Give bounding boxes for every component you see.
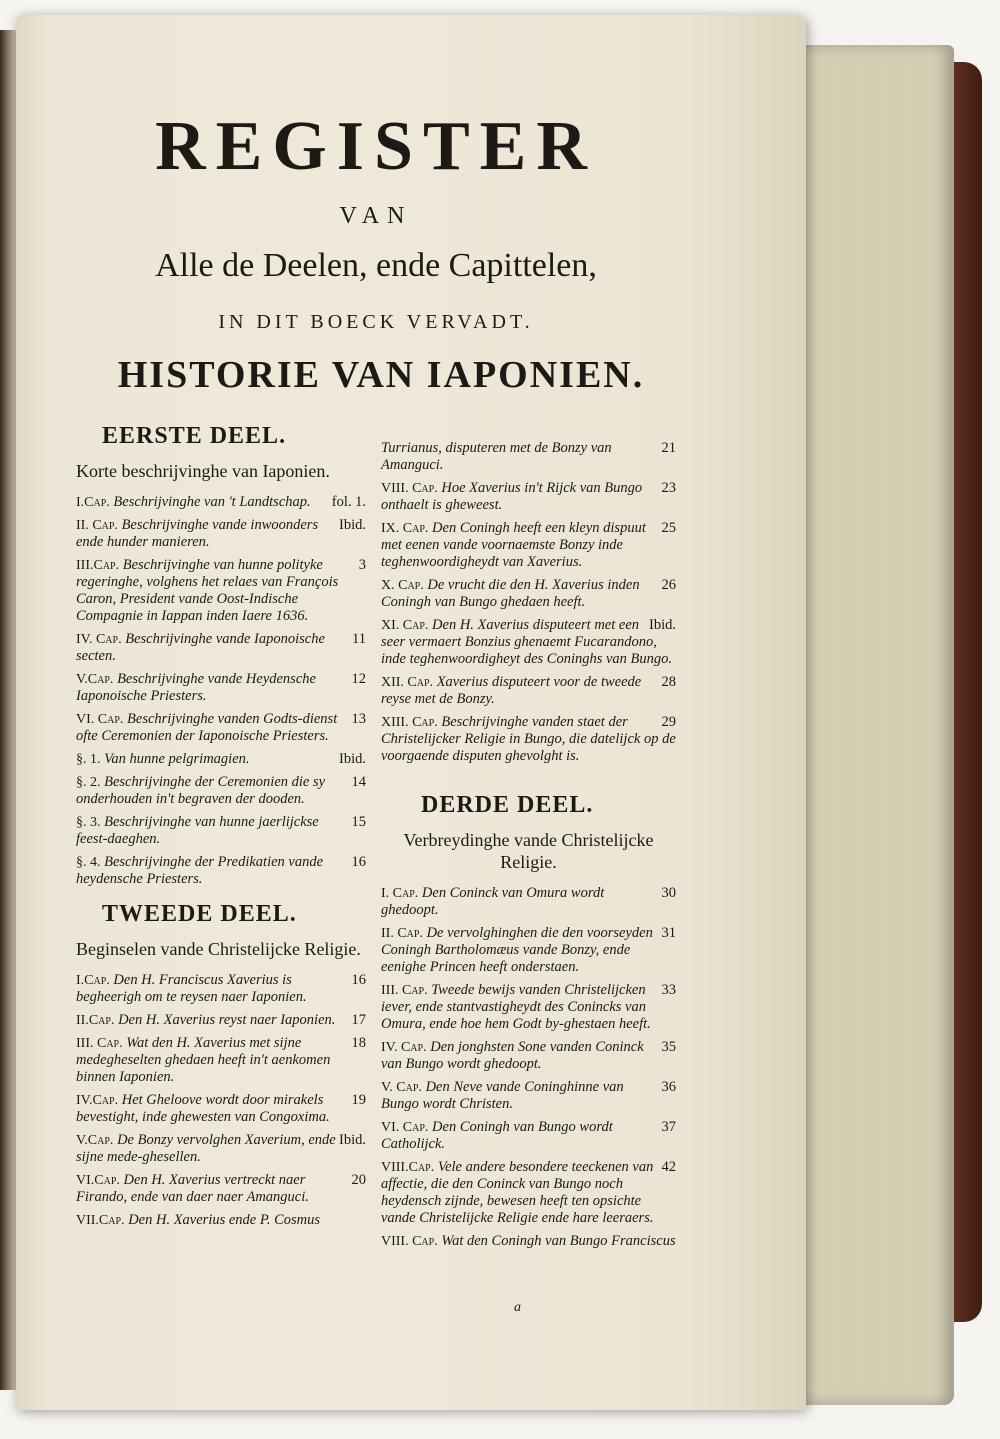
section-subheading-1: Korte beschrijvinghe van Iaponien. (76, 461, 330, 481)
list-item (76, 1012, 366, 1029)
entry-label: §. 3. (76, 815, 101, 830)
list-item (381, 885, 676, 919)
entry-page: 14 (351, 774, 366, 790)
list-item (76, 814, 366, 848)
entry-page: 23 (661, 480, 676, 496)
left-column (76, 420, 366, 1235)
list-item (76, 1132, 366, 1166)
list-item (381, 1233, 676, 1250)
list-item (76, 671, 366, 705)
entry-text: Beschrijvinghe der Predikatien vande heydensche Priesters. (76, 854, 324, 887)
entry-label: VIII. Cap. (381, 481, 438, 496)
entry-label: II. Cap. (381, 926, 423, 941)
entry-text: Beschrijvinghe vande inwoonders ende hunder manieren. (76, 517, 319, 550)
entry-page: 35 (661, 1039, 676, 1055)
entry-page: 11 (352, 631, 366, 647)
entry-list-continued (381, 440, 676, 765)
entry-label: I.Cap. (76, 495, 110, 510)
list-item (76, 972, 366, 1006)
signature-mark: a (514, 1300, 521, 1315)
entry-label: VIII. Cap. (381, 1234, 438, 1249)
entry-text: Van hunne pelgrimagien. (104, 751, 250, 767)
entry-text: Den H. Xaverius ende P. Cosmus (128, 1212, 321, 1228)
entry-text: Het Gheloove wordt door mirakels bevestight, inde ghewesten van Congoxima. (76, 1092, 330, 1125)
list-item (381, 1159, 676, 1227)
list-item (381, 982, 676, 1033)
entry-page: Ibid. (339, 1132, 366, 1148)
list-item (76, 1212, 366, 1229)
entry-page: Ibid. (339, 517, 366, 533)
entry-page: 16 (351, 854, 366, 870)
entry-label: VI.Cap. (76, 1173, 120, 1188)
entry-page: 36 (661, 1079, 676, 1095)
entry-label: §. 4. (76, 855, 101, 870)
entry-label: V.Cap. (76, 1133, 114, 1148)
list-item (381, 617, 676, 668)
entry-page: 19 (351, 1092, 366, 1108)
list-item (381, 577, 676, 611)
entry-page: 17 (351, 1012, 366, 1028)
entry-page: 12 (351, 671, 366, 687)
entry-text: Beschrijvinghe vande Heydensche Iaponoische Priesters. (76, 671, 316, 704)
list-item (381, 674, 676, 708)
list-item (76, 557, 366, 625)
entry-label: II.Cap. (76, 1013, 115, 1028)
entry-text: Beschrijvinghe van hunne jaerlijckse feest-daeghen. (76, 814, 319, 847)
entry-page: 18 (351, 1035, 366, 1051)
entry-label: V. Cap. (381, 1080, 422, 1095)
entry-text: Beschrijvinghe vande Iaponoische secten. (76, 631, 325, 664)
list-item (76, 774, 366, 808)
entry-page: fol. 1. (331, 494, 366, 510)
list-item (76, 854, 366, 888)
entry-text: Den Coningh van Bungo wordt Catholijck. (381, 1119, 613, 1152)
entry-text: Wat den Coningh van Bungo Franciscus (441, 1233, 676, 1249)
entry-page: 13 (351, 711, 366, 727)
entry-text: Den Coningh heeft een kleyn dispuut met eenen vande voornaemste Bonzy inde teghenwoordigheydt van Xaverius. (381, 520, 646, 570)
entry-text: Den Coninck van Omura wordt ghedoopt. (381, 885, 605, 918)
entry-label: VI. Cap. (76, 712, 124, 727)
entry-text: Xaverius disputeert voor de tweede reyse met de Bonzy. (381, 674, 642, 707)
entry-page: Ibid. (649, 617, 676, 633)
entry-text: Turrianus, disputeren met de Bonzy van Amanguci. (381, 440, 612, 473)
entry-label: I.Cap. (76, 973, 110, 988)
entry-label: VII.Cap. (76, 1213, 125, 1228)
entry-label: XI. Cap. (381, 618, 429, 633)
entry-text: Beschrijvinghe van 't Landtschap. (113, 494, 311, 510)
entry-label: III.Cap. (76, 558, 120, 573)
section-heading-3: DERDE DEEL. (421, 792, 594, 818)
title-van: VAN (339, 203, 413, 229)
entry-label: XIII. Cap. (381, 715, 438, 730)
entry-page: 20 (351, 1172, 366, 1188)
entry-label: IX. Cap. (381, 521, 429, 536)
entry-label: IV. Cap. (76, 632, 122, 647)
entry-text: Wat den H. Xaverius met sijne medegheselten ghedaen heeft in't aenkomen binnen Iaponien. (76, 1035, 331, 1085)
section-subheading-2: Beginselen vande Christelijcke Religie. (76, 939, 361, 959)
entry-label: VIII.Cap. (381, 1160, 435, 1175)
entry-list-2 (76, 972, 366, 1229)
entry-page: 31 (661, 925, 676, 941)
right-column (381, 440, 676, 1256)
list-item (76, 1172, 366, 1206)
entry-text: Den H. Franciscus Xaverius is begheerigh om te reysen naer Iaponien. (76, 972, 307, 1005)
entry-label: II. Cap. (76, 518, 118, 533)
page-title: REGISTER (155, 108, 597, 185)
subtitle-1: Alle de Deelen, ende Capittelen, (155, 247, 597, 284)
subtitle-2: IN DIT BOECK VERVADT. (218, 311, 534, 333)
entry-text: De vrucht die den H. Xaverius inden Coningh van Bungo ghedaen heeft. (381, 577, 640, 610)
entry-text: Den jonghsten Sone vanden Coninck van Bungo wordt ghedoopt. (381, 1039, 644, 1072)
list-item (381, 1079, 676, 1113)
entry-label: IV.Cap. (76, 1093, 119, 1108)
entry-page: 28 (661, 674, 676, 690)
entry-text: Den H. Xaverius reyst naer Iaponien. (118, 1012, 336, 1028)
entry-label: X. Cap. (381, 578, 424, 593)
entry-label: VI. Cap. (381, 1120, 429, 1135)
entry-list-1 (76, 494, 366, 888)
list-item (76, 494, 366, 511)
entry-text: Beschrijvinghe der Ceremonien die sy onderhouden in't begraven der dooden. (76, 774, 326, 807)
list-item (381, 520, 676, 571)
entry-page: 3 (358, 557, 366, 573)
entry-label: V.Cap. (76, 672, 114, 687)
section-subheading-3: Verbreydinghe vande Christelijcke Religie. (403, 830, 654, 872)
entry-text: Beschrijvinghe van hunne polityke regeringhe, volghens het relaes van François Caron, President vande Oost-Indische Compagnie in Iappan inden Iaere 1636. (76, 557, 339, 624)
entry-label: III. Cap. (381, 983, 428, 998)
entry-label: §. 2. (76, 775, 101, 790)
entry-label: XII. Cap. (381, 675, 434, 690)
entry-label: IV. Cap. (381, 1040, 427, 1055)
entry-label: I. Cap. (381, 886, 419, 901)
entry-text: Vele andere besondere teeckenen van affectie, die den Coninck van Bungo noch heydensch zijnde, bewesen heeft ten opsichte vande Christelijcke Religie ende hare leeraers. (381, 1159, 654, 1226)
list-item (381, 1039, 676, 1073)
entry-page: 15 (351, 814, 366, 830)
entry-text: Den H. Xaverius disputeert met een seer vermaert Bonzius ghenaemt Fucarandono, inde teghenwoordigheyt des Coninghs van Bungo. (381, 617, 673, 667)
entry-label: III. Cap. (76, 1036, 123, 1051)
entry-page: 26 (661, 577, 676, 593)
list-item (76, 751, 366, 768)
entry-page: 25 (661, 520, 676, 536)
entry-text: De vervolghinghen die den voorseyden Coningh Bartholomæus vande Bonzy, ende eenighe Princen heeft onderstaen. (381, 925, 653, 975)
list-item (381, 440, 676, 474)
entry-text: Den Neve vande Coninghinne van Bungo wordt Christen. (381, 1079, 624, 1112)
entry-page: Ibid. (339, 751, 366, 767)
entry-text: De Bonzy vervolghen Xaverium, ende sijne mede-ghesellen. (76, 1132, 336, 1165)
list-item (76, 1035, 366, 1086)
list-item (76, 711, 366, 745)
entry-text: Beschrijvinghe vanden Godts-dienst ofte Ceremonien der Iaponoische Priesters. (76, 711, 338, 744)
entry-page: 21 (661, 440, 676, 456)
entry-page: 33 (661, 982, 676, 998)
entry-label: §. 1. (76, 752, 101, 767)
list-item (76, 631, 366, 665)
history-title: HISTORIE VAN IAPONIEN. (117, 354, 645, 396)
entry-text: Hoe Xaverius in't Rijck van Bungo onthaelt is gheweest. (381, 480, 643, 513)
list-item (76, 1092, 366, 1126)
list-item (381, 714, 676, 765)
entry-text: Den H. Xaverius vertreckt naer Firando, ende van daer naer Amanguci. (76, 1172, 309, 1205)
list-item (76, 517, 366, 551)
entry-page: 30 (661, 885, 676, 901)
entry-page: 29 (661, 714, 676, 730)
entry-text: Beschrijvinghe vanden staet der Christelijcker Religie in Bungo, die datelijck op de voorgaende disputen ghevolght is. (381, 714, 676, 764)
list-item (381, 480, 676, 514)
page-edges (792, 45, 954, 1405)
entry-page: 42 (661, 1159, 676, 1175)
section-heading-2: TWEEDE DEEL. (102, 901, 297, 927)
entry-text: Tweede bewijs vanden Christelijcken iever, ende stantvastigheydt des Conincks van Omura, ende hoe hem Godt by-ghestaen heeft. (381, 982, 651, 1032)
list-item (381, 925, 676, 976)
entry-page: 16 (351, 972, 366, 988)
list-item (381, 1119, 676, 1153)
entry-list-3 (381, 885, 676, 1250)
entry-page: 37 (661, 1119, 676, 1135)
page (16, 15, 806, 1410)
section-heading-1: EERSTE DEEL. (102, 423, 287, 449)
